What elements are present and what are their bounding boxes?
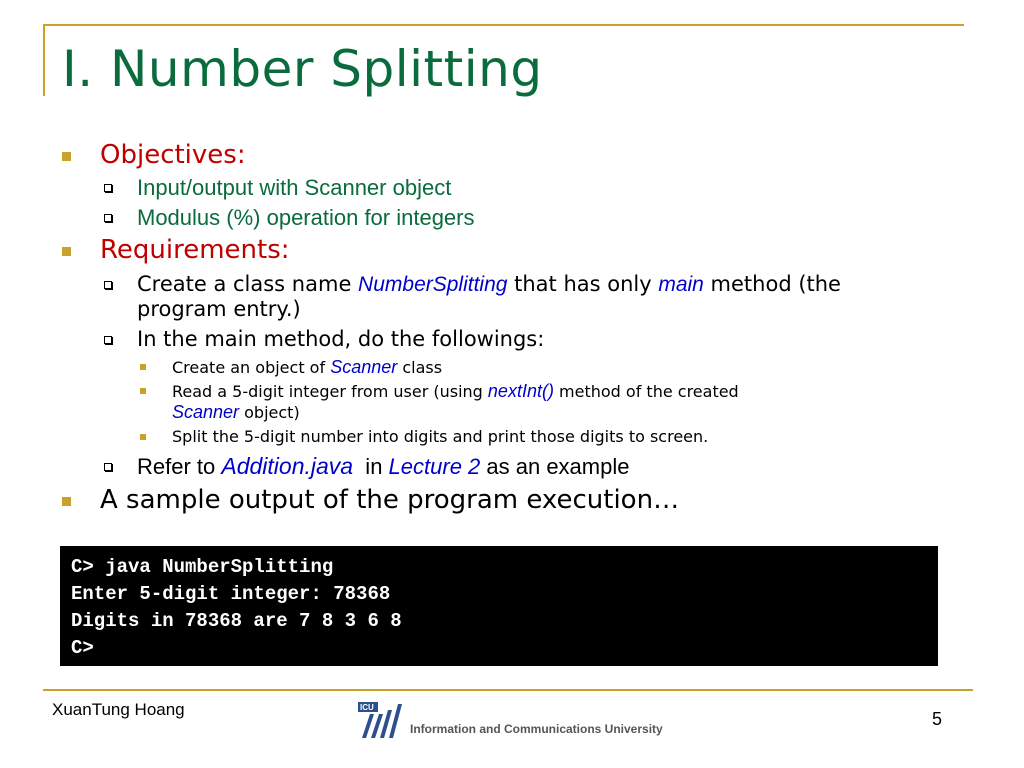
sub-requirement-item	[140, 381, 739, 423]
hollow-square-bullet-icon	[104, 214, 112, 222]
hollow-square-bullet-icon	[104, 184, 112, 192]
sub-requirement-item	[140, 357, 442, 378]
frame-left-line	[43, 24, 45, 96]
addition-java-link[interactable]: Addition.java	[221, 453, 354, 479]
console-line: Enter 5-digit integer: 78368	[71, 583, 391, 605]
frame-top-line	[43, 24, 964, 26]
sub-requirement-text: Split the 5-digit number into digits and print those digits to screen.	[172, 427, 709, 446]
hollow-square-bullet-icon	[104, 281, 112, 289]
small-square-bullet-icon	[140, 434, 146, 440]
requirement-text: Refer to Addition.java in Lecture 2 as an example	[137, 453, 630, 479]
hollow-square-bullet-icon	[104, 336, 112, 344]
method-name-emphasis: main	[658, 273, 704, 296]
svg-text:ICU: ICU	[360, 703, 374, 712]
university-logo	[358, 700, 663, 740]
sub-requirement-item	[140, 427, 708, 446]
slide-title: I. Number Splitting	[62, 40, 543, 98]
console-line: C>	[71, 637, 94, 659]
objectives-heading: Objectives:	[100, 140, 246, 170]
university-name: Information and Communications University	[410, 722, 663, 736]
console-output	[60, 546, 938, 666]
square-bullet-icon	[62, 247, 71, 256]
lecture-reference: Lecture 2	[388, 454, 481, 479]
square-bullet-icon	[62, 497, 71, 506]
objectives-bullet-row	[62, 140, 246, 170]
console-line: Digits in 78368 are 7 8 3 6 8	[71, 610, 402, 632]
sample-output-bullet-row	[62, 485, 679, 515]
sub-requirement-text: Read a 5-digit integer from user (using nextInt() method of the created Scanner object)	[172, 381, 739, 422]
page-number: 5	[932, 709, 943, 729]
requirement-text: In the main method, do the followings:	[137, 327, 545, 351]
footer-author: XuanTung Hoang	[52, 700, 185, 719]
footer-line	[43, 689, 973, 691]
small-square-bullet-icon	[140, 364, 146, 370]
objective-item	[104, 205, 475, 231]
requirement-text: Create a class name NumberSplitting that has only main method (the program entry.)	[137, 272, 841, 321]
requirement-item	[104, 453, 629, 480]
requirements-bullet-row	[62, 235, 290, 265]
square-bullet-icon	[62, 152, 71, 161]
requirement-item	[104, 272, 967, 321]
objective-item-label: Input/output with Scanner object	[137, 175, 452, 200]
requirements-heading: Requirements:	[100, 235, 290, 265]
hollow-square-bullet-icon	[104, 463, 112, 471]
console-line: C> java NumberSplitting	[71, 556, 334, 578]
objective-item-label: Modulus (%) operation for integers	[137, 205, 475, 230]
requirement-item	[104, 327, 544, 351]
class-name-emphasis: NumberSplitting	[358, 273, 508, 296]
sub-requirement-text: Create an object of Scanner class	[172, 357, 443, 377]
small-square-bullet-icon	[140, 388, 146, 394]
sample-output-heading: A sample output of the program execution…	[100, 485, 680, 515]
objective-item	[104, 175, 451, 201]
icu-logo-icon	[358, 700, 402, 740]
